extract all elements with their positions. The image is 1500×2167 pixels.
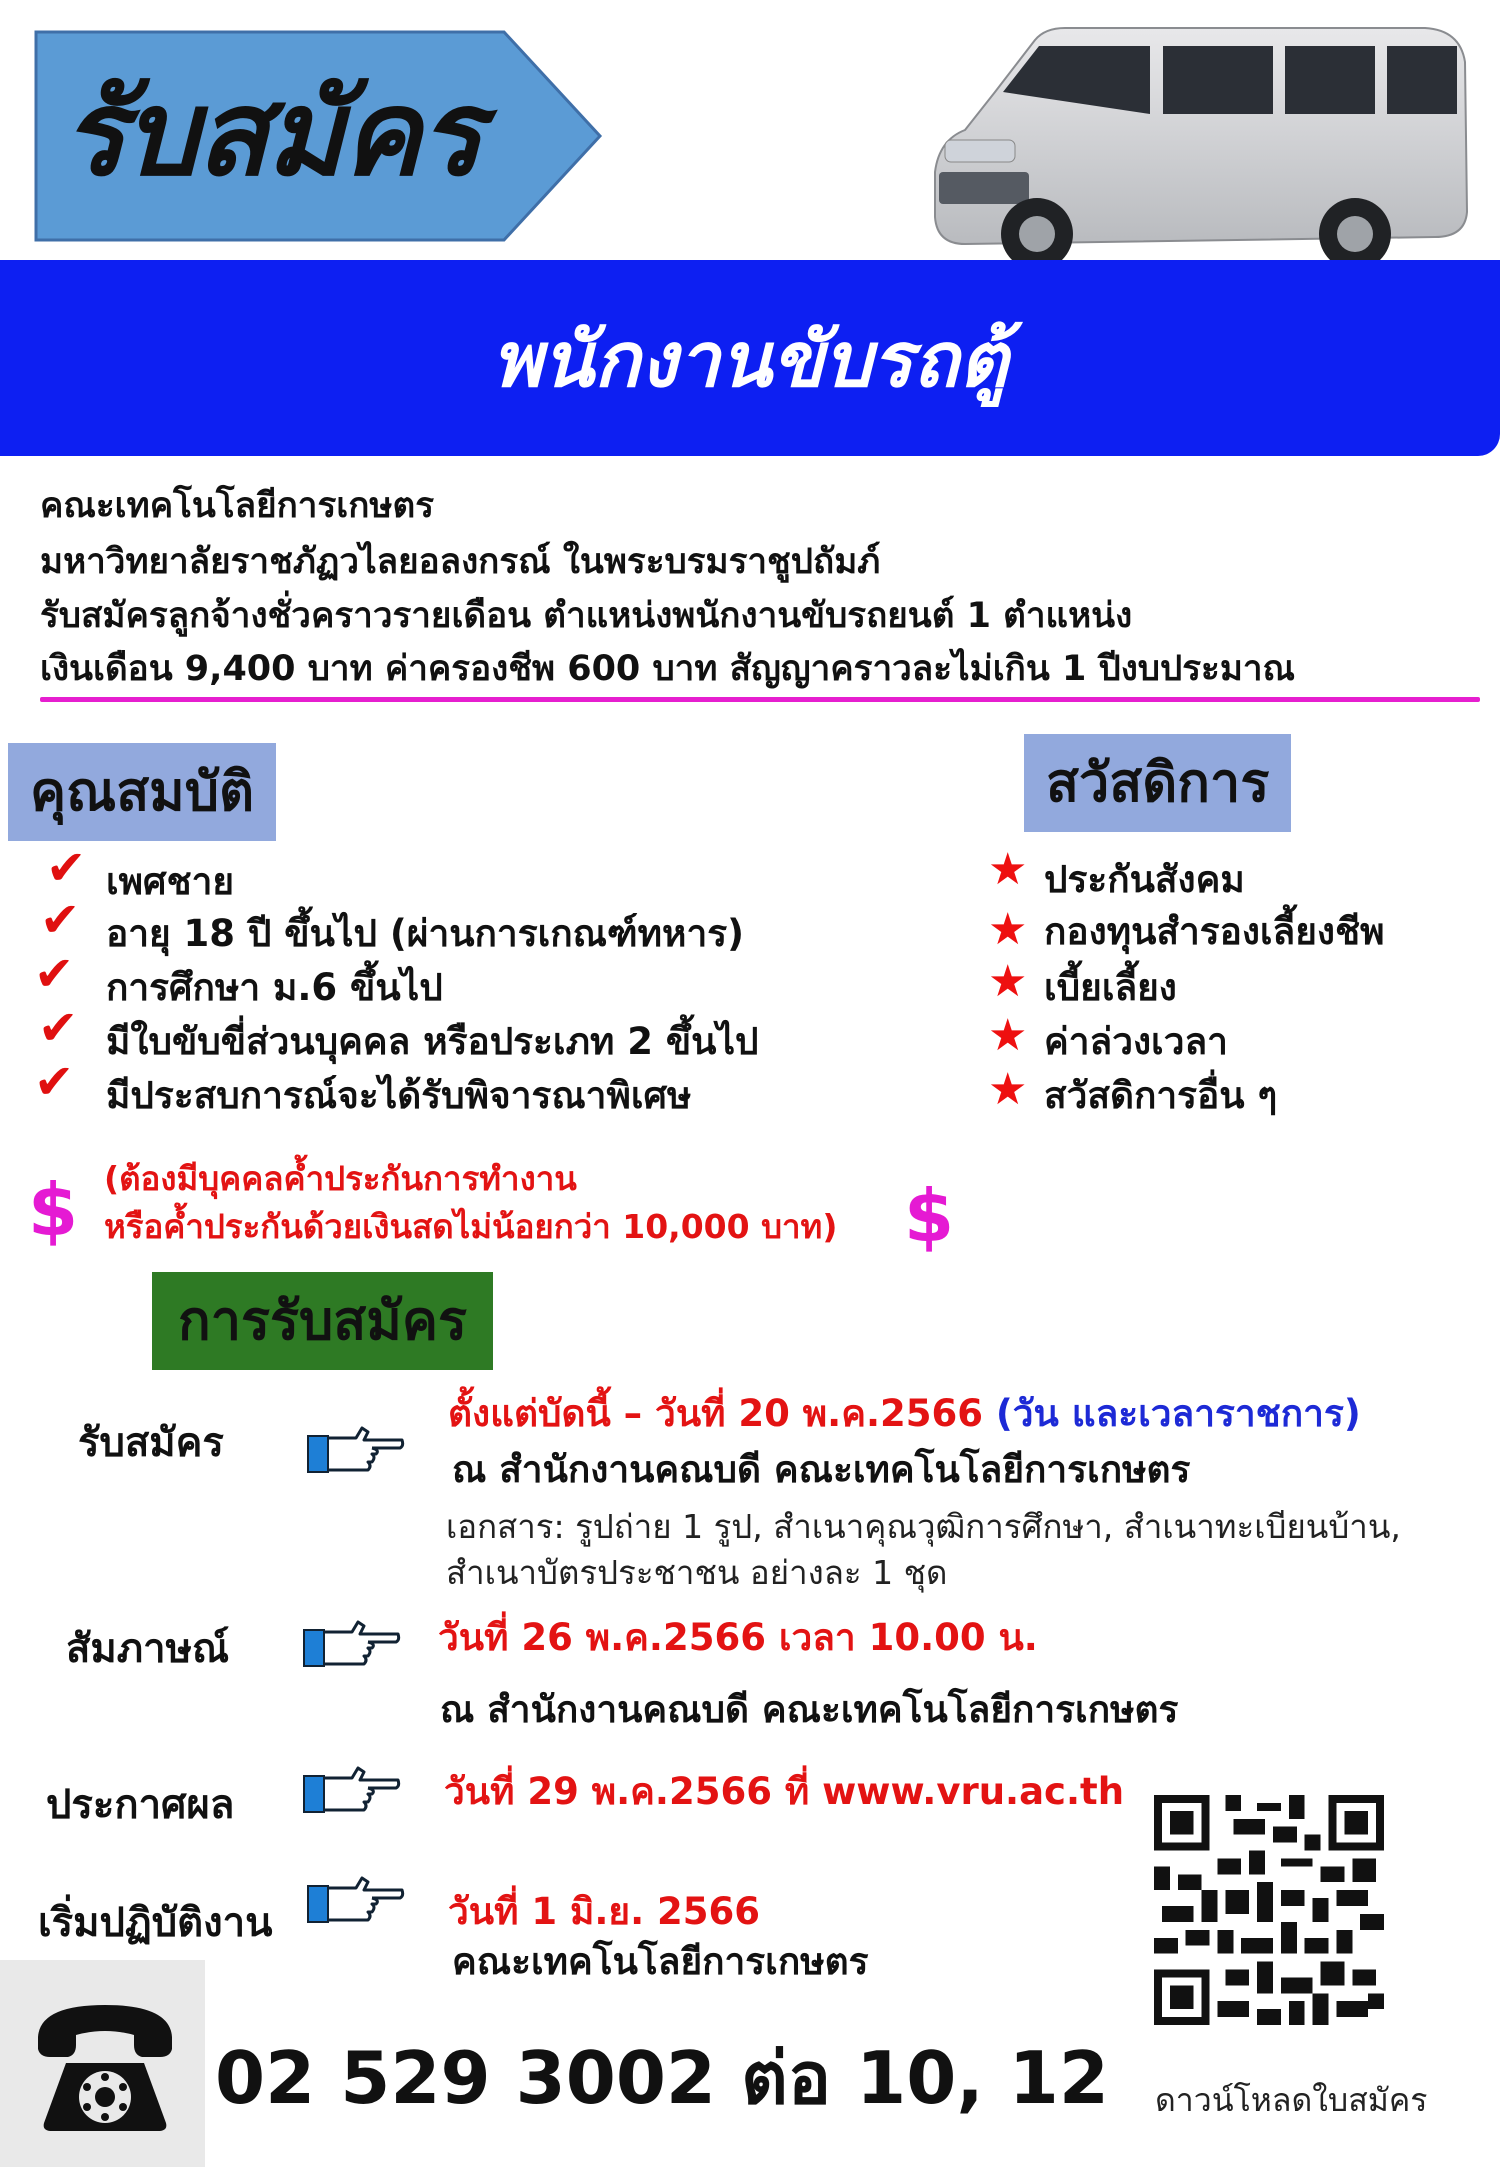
step-place-start: คณะเทคโนโลยีการเกษตร (452, 1940, 869, 1983)
benefit-text: เบี้ยเลี้ยง (1044, 966, 1177, 1009)
step-label-start: เริ่มปฏิบัติงาน (38, 1900, 273, 1946)
benefit-text: กองทุนสำรองเลี้ยงชีพ (1044, 910, 1385, 953)
qualifications-heading: คุณสมบัติ (8, 743, 276, 841)
benefit-text: สวัสดิการอื่น ๆ (1044, 1074, 1278, 1117)
step-date-start: วันที่ 1 มิ.ย. 2566 (448, 1890, 761, 1933)
step-date-announce: วันที่ 29 พ.ค.2566 ที่ www.vru.ac.th (444, 1770, 1125, 1813)
step-label-interview: สัมภาษณ์ (66, 1626, 230, 1672)
application-heading: การรับสมัคร (152, 1272, 493, 1370)
benefit-text: ประกันสังคม (1044, 858, 1245, 901)
star-icon: ★ (988, 956, 1028, 1007)
pointing-hand-icon (306, 1422, 406, 1478)
step-label-apply: รับสมัคร (78, 1420, 224, 1466)
qualification-text: การศึกษา ม.6 ขึ้นไป (106, 966, 443, 1009)
check-icon: ✔ (46, 840, 87, 896)
step-date-apply (448, 1384, 1361, 1443)
qr-code[interactable] (1154, 1795, 1384, 2025)
header-title: รับสมัคร (62, 64, 481, 202)
pointing-hand-icon (306, 1872, 406, 1928)
guarantee-line-2: หรือค้ำประกันด้วยเงินสดไม่น้อยกว่า 10,000 บาท) (104, 1207, 838, 1246)
intro-line-faculty: คณะเทคโนโลยีการเกษตร (40, 486, 435, 526)
step-place-apply: ณ สำนักงานคณบดี คณะเทคโนโลยีการเกษตร (452, 1448, 1191, 1491)
step-label-announce: ประกาศผล (46, 1782, 235, 1828)
dollar-icon: $ (28, 1168, 79, 1252)
divider (40, 697, 1480, 702)
intro-line-salary: เงินเดือน 9,400 บาท ค่าครองชีพ 600 บาท สัญญาคราวละไม่เกิน 1 ปีงบประมาณ (40, 649, 1296, 689)
job-title: พนักงานขับรถตู้ (491, 315, 1009, 404)
step-place-interview: ณ สำนักงานคณบดี คณะเทคโนโลยีการเกษตร (440, 1688, 1179, 1731)
step-docs-line-2: สำเนาบัตรประชาชน อย่างละ 1 ชุด (446, 1553, 948, 1592)
benefits-heading: สวัสดิการ (1024, 734, 1291, 832)
check-icon: ✔ (34, 1054, 75, 1110)
phone-number[interactable]: 02 529 3002 ต่อ 10, 12 (215, 2036, 1109, 2120)
check-icon: ✔ (34, 946, 75, 1002)
step-date-apply-red: ตั้งแต่บัดนี้ – วันที่ 20 พ.ค.2566 (448, 1392, 983, 1435)
intro-line-university: มหาวิทยาลัยราชภัฏวไลยอลงกรณ์ ในพระบรมราชูปถัมภ์ (40, 542, 881, 582)
star-icon: ★ (988, 1010, 1028, 1061)
guarantee-line-1: (ต้องมีบุคคลค้ำประกันการทำงาน (104, 1159, 577, 1198)
step-docs-line-1: เอกสาร: รูปถ่าย 1 รูป, สำเนาคุณวุฒิการศึกษา, สำเนาทะเบียนบ้าน, (446, 1507, 1401, 1546)
benefit-text: ค่าล่วงเวลา (1044, 1020, 1228, 1063)
van-image (925, 22, 1470, 292)
qualification-text: มีใบขับขี่ส่วนบุคคล หรือประเภท 2 ขึ้นไป (106, 1020, 759, 1063)
step-date-interview: วันที่ 26 พ.ค.2566 เวลา 10.00 น. (438, 1616, 1038, 1659)
star-icon: ★ (988, 1064, 1028, 1115)
pointing-hand-icon (302, 1762, 402, 1818)
qualification-text: เพศชาย (106, 860, 235, 903)
step-date-apply-note: (วัน และเวลาราชการ) (995, 1392, 1361, 1435)
pointing-hand-icon (302, 1616, 402, 1672)
check-icon: ✔ (38, 1000, 79, 1056)
star-icon: ★ (988, 904, 1028, 955)
check-icon: ✔ (40, 892, 81, 948)
qualification-text: อายุ 18 ปี ขึ้นไป (ผ่านการเกณฑ์ทหาร) (106, 912, 744, 955)
star-icon: ★ (988, 844, 1028, 895)
qualification-text: มีประสบการณ์จะได้รับพิจารณาพิเศษ (106, 1074, 692, 1117)
telephone-icon (30, 1985, 180, 2135)
intro-line-position: รับสมัครลูกจ้างชั่วคราวรายเดือน ตำแหน่งพนักงานขับรถยนต์ 1 ตำแหน่ง (40, 596, 1133, 636)
dollar-icon: $ (904, 1174, 955, 1258)
qr-caption: ดาวน์โหลดใบสมัคร (1155, 2081, 1428, 2119)
